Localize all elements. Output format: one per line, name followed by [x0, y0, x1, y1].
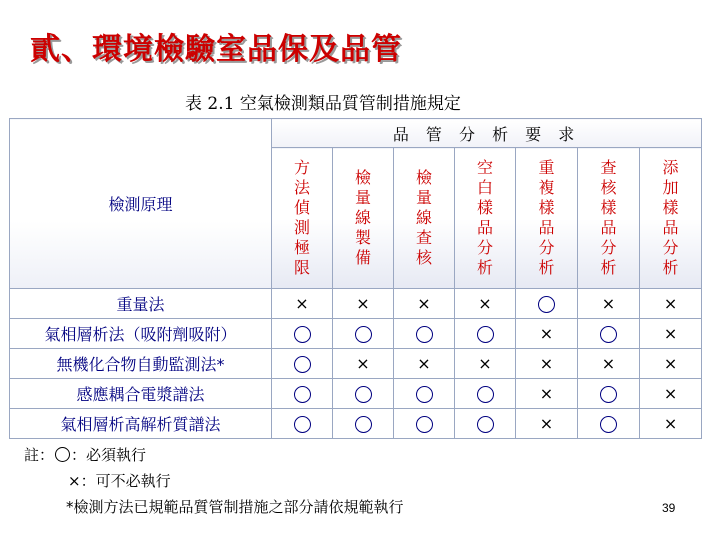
- circle-icon: [416, 416, 433, 433]
- required-circle-icon: [578, 319, 640, 349]
- circle-icon: [477, 386, 494, 403]
- not-required-mark: ×: [578, 349, 640, 379]
- required-circle-icon: [333, 409, 394, 439]
- not-required-mark: ×: [640, 349, 702, 379]
- circle-icon: [294, 356, 311, 373]
- circle-icon: [416, 326, 433, 343]
- method-column-header: 檢測原理: [10, 119, 272, 289]
- required-circle-icon: [272, 349, 333, 379]
- circle-icon: [416, 386, 433, 403]
- table-row: [10, 319, 702, 349]
- required-circle-icon: [455, 379, 516, 409]
- method-name: 重量法: [10, 289, 272, 319]
- required-text: ：必須執行: [71, 446, 147, 464]
- required-circle-icon: [578, 379, 640, 409]
- column-header: [516, 148, 578, 289]
- required-circle-icon: [272, 409, 333, 439]
- column-header-label: 方法偵測極限: [293, 158, 310, 277]
- not-required-mark: ×: [333, 349, 394, 379]
- method-name: 氣相層析法（吸附劑吸附）: [10, 319, 272, 349]
- not-required-mark: ×: [640, 409, 702, 439]
- required-circle-icon: [333, 319, 394, 349]
- circle-icon: [294, 386, 311, 403]
- circle-icon: [355, 386, 372, 403]
- page-number: 39: [662, 501, 676, 515]
- column-header-label: 查核樣品分析: [600, 158, 617, 277]
- not-required-mark: ×: [272, 289, 333, 319]
- required-circle-icon: [455, 409, 516, 439]
- circle-icon: [600, 326, 617, 343]
- method-name: 感應耦合電漿譜法: [10, 379, 272, 409]
- circle-icon: [355, 416, 372, 433]
- required-circle-icon: [516, 289, 578, 319]
- not-required-mark: ×: [394, 289, 455, 319]
- required-circle-icon: [394, 379, 455, 409]
- table-row: [10, 349, 702, 379]
- not-required-mark: ×: [455, 349, 516, 379]
- method-name: 氣相層析高解析質譜法: [10, 409, 272, 439]
- circle-icon: [477, 326, 494, 343]
- column-header: [394, 148, 455, 289]
- column-header-label: 檢量線查核: [415, 168, 432, 267]
- not-required-mark: ×: [516, 319, 578, 349]
- column-header-label: 檢量線製備: [354, 168, 371, 267]
- circle-icon: [294, 326, 311, 343]
- circle-icon: [355, 326, 372, 343]
- method-name: 無機化合物自動監測法*: [10, 349, 272, 379]
- table-row: [10, 289, 702, 319]
- slide-title: 貳、環境檢驗室品保及品管: [30, 32, 402, 67]
- circle-symbol-icon: [55, 447, 70, 462]
- required-circle-icon: [394, 319, 455, 349]
- column-header: [578, 148, 640, 289]
- cross-symbol: ×: [68, 472, 81, 490]
- not-required-mark: ×: [516, 349, 578, 379]
- legend-optional: [68, 470, 171, 491]
- not-required-mark: ×: [516, 379, 578, 409]
- required-circle-icon: [578, 409, 640, 439]
- qc-requirements-table: [9, 118, 702, 439]
- not-required-mark: ×: [455, 289, 516, 319]
- optional-text: ：可不必執行: [80, 472, 171, 490]
- column-header: [640, 148, 702, 289]
- note-prefix: 註：: [24, 446, 55, 464]
- required-circle-icon: [394, 409, 455, 439]
- table-caption: 表 2.1 空氣檢測類品質管制措施規定: [185, 94, 461, 114]
- circle-icon: [600, 416, 617, 433]
- circle-icon: [538, 296, 555, 313]
- column-header: [455, 148, 516, 289]
- column-header: [272, 148, 333, 289]
- circle-icon: [600, 386, 617, 403]
- not-required-mark: ×: [333, 289, 394, 319]
- column-header-label: 重複樣品分析: [538, 158, 555, 277]
- legend-required: [24, 444, 146, 465]
- not-required-mark: ×: [640, 379, 702, 409]
- qc-requirements-header: 品 管 分 析 要 求: [272, 119, 702, 148]
- column-header-label: 空白樣品分析: [476, 158, 493, 277]
- not-required-mark: ×: [640, 289, 702, 319]
- footnote: *檢測方法已規範品質管制措施之部分請依規範執行: [66, 498, 404, 516]
- circle-icon: [294, 416, 311, 433]
- required-circle-icon: [333, 379, 394, 409]
- required-circle-icon: [272, 379, 333, 409]
- table-row: [10, 409, 702, 439]
- circle-icon: [477, 416, 494, 433]
- not-required-mark: ×: [640, 319, 702, 349]
- required-circle-icon: [272, 319, 333, 349]
- column-header-label: 添加樣品分析: [662, 158, 679, 277]
- required-circle-icon: [455, 319, 516, 349]
- not-required-mark: ×: [578, 289, 640, 319]
- column-header: [333, 148, 394, 289]
- not-required-mark: ×: [516, 409, 578, 439]
- not-required-mark: ×: [394, 349, 455, 379]
- table-row: [10, 379, 702, 409]
